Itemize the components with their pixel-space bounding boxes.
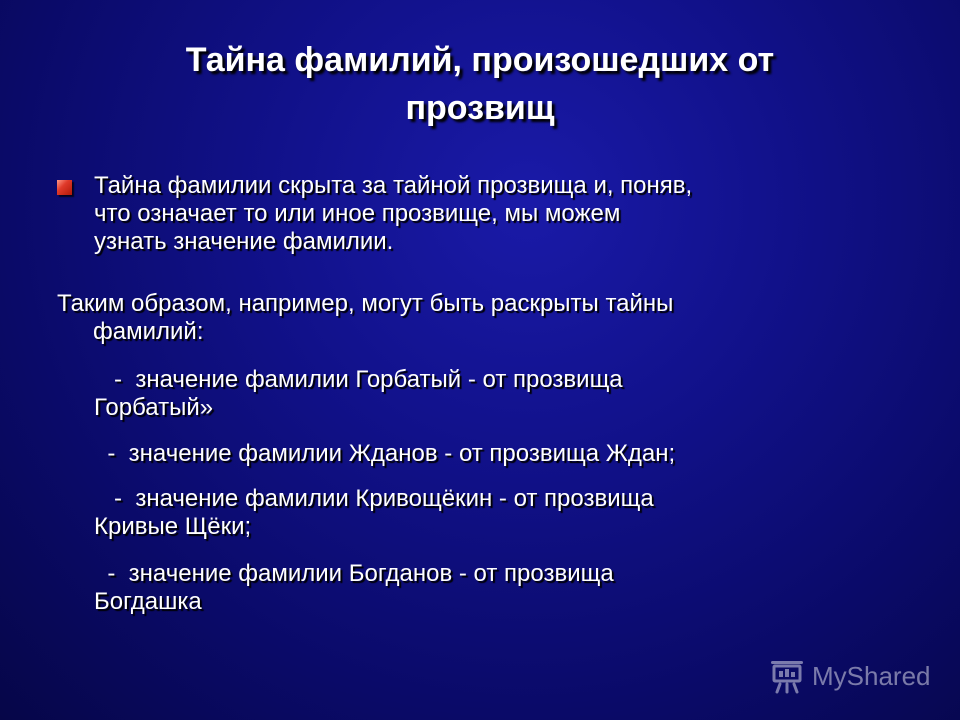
intro-line: Таким образом, например, могут быть раскрыты тайны — [57, 290, 674, 317]
slide-title-line-2: прозвищ — [405, 89, 555, 127]
example-line: Горбатый» — [94, 394, 214, 421]
intro-line: фамилий: — [93, 318, 204, 345]
intro-paragraph — [57, 290, 887, 346]
example-line: - значение фамилии Горбатый - от прозвища — [94, 366, 623, 393]
example-line: Богдашка — [94, 588, 202, 615]
example-item — [94, 440, 924, 468]
example-line: - значение фамилии Богданов - от прозвища — [94, 560, 614, 587]
presentation-board-icon — [768, 657, 806, 695]
bullet-line: что означает то или иное прозвище, мы можем — [94, 200, 621, 227]
bullet-line: Тайна фамилии скрыта за тайной прозвища и, поняв, — [94, 172, 693, 199]
bullet-line: узнать значение фамилии. — [94, 228, 394, 255]
myshared-logo-text: MyShared — [812, 660, 931, 691]
myshared-watermark — [768, 656, 931, 696]
example-line: - значение фамилии Кривощёкин - от прозвища — [94, 485, 654, 512]
bullet-marker-icon — [57, 180, 72, 195]
bullet-paragraph — [94, 172, 894, 256]
slide-title — [60, 36, 900, 132]
example-line: Кривые Щёки; — [94, 513, 252, 540]
example-item — [94, 485, 924, 541]
example-item — [94, 560, 924, 616]
slide-title-line-1: Тайна фамилий, произошедших от — [185, 41, 775, 79]
example-item — [94, 366, 924, 422]
example-line: - значение фамилии Жданов - от прозвища Ждан; — [94, 440, 676, 467]
